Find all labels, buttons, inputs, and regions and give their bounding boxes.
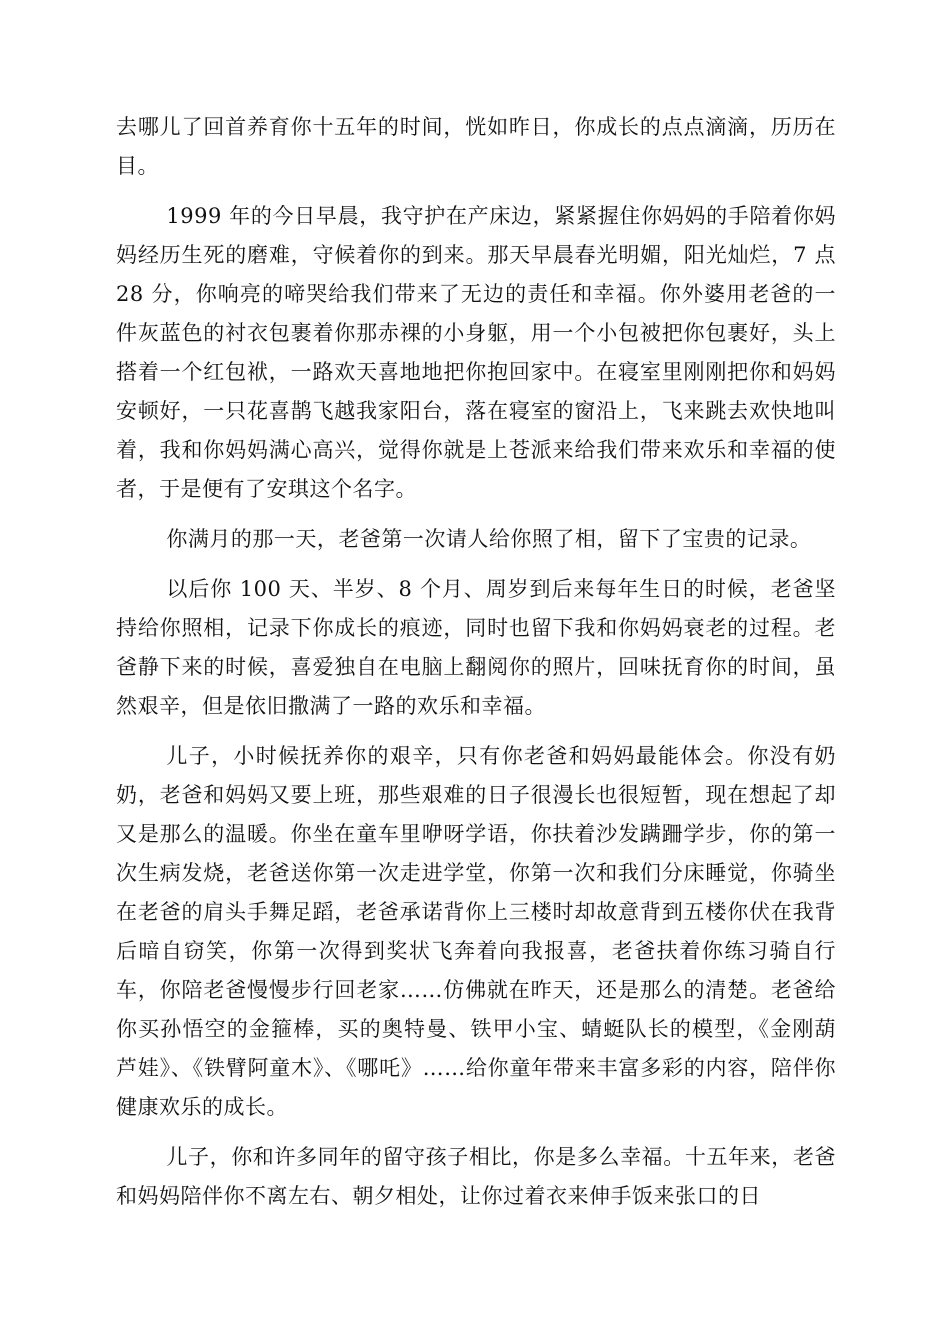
paragraph-birth-morning: 1999 年的今日早晨，我守护在产床边，紧紧握住你妈妈的手陪着你妈妈经历生死的磨难，守候着你的到来。那天早晨春光明媚，阳光灿烂，7 点 28 分，你响亮的啼哭给我们带来了无边的责任和幸福。你外婆用老爸的一件灰蓝色的衬衣包裹着你那赤裸的小身躯，用一个小包被把你包裹好，头上搭着一个红包袱，一路欢天喜地地把你抱回家中。在寝室里刚刚把你和妈妈安顿好，一只花喜鹊飞越我家阳台，落在寝室的窗沿上，飞来跳去欢快地叫着，我和你妈妈满心高兴，觉得你就是上苍派来给我们带来欢乐和幸福的使者，于是便有了安琪这个名字。: [116, 204, 836, 501]
paragraph-first-month: 你满月的那一天，老爸第一次请人给你照了相，留下了宝贵的记录。: [166, 527, 812, 551]
paragraph-childhood: 儿子，小时候抚养你的艰辛，只有你老爸和妈妈最能体会。你没有奶奶，老爸和妈妈又要上班，那些艰难的日子很漫长也很短暂，现在想起了却又是那么的温暖。你坐在童车里咿呀学语，你扶着沙发蹒跚学步，你的第一次生病发烧，老爸送你第一次走进学堂，你第一次和我们分床睡觉，你骑坐在老爸的肩头手舞足蹈，老爸承诺背你上三楼时却故意背到五楼你伏在我背后暗自窃笑，你第一次得到奖状飞奔着向我报喜，老爸扶着你练习骑自行车，你陪老爸慢慢步行回老家……仿佛就在昨天，还是那么的清楚。老爸给你买孙悟空的金箍棒，买的奥特曼、铁甲小宝、蜻蜓队长的模型，《金刚葫芦娃》、《铁臂阿童木》、《哪吒》……给你童年带来丰富多彩的内容，陪伴你健康欢乐的成长。: [116, 744, 836, 1119]
paragraph-continuation: 去哪儿了回首养育你十五年的时间，恍如昨日，你成长的点点滴滴，历历在目。: [116, 115, 836, 178]
document-body: [116, 108, 836, 1227]
paragraph-happiness: 儿子，你和许多同年的留守孩子相比，你是多么幸福。十五年来，老爸和妈妈陪伴你不离左右、朝夕相处，让你过着衣来伸手饭来张口的日: [116, 1145, 836, 1208]
paragraph-photos: 以后你 100 天、半岁、8 个月、周岁到后来每年生日的时候，老爸坚持给你照相，记录下你成长的痕迹，同时也留下我和你妈妈衰老的过程。老爸静下来的时候，喜爱独自在电脑上翻阅你的照片，回味抚育你的时间，虽然艰辛，但是依旧撒满了一路的欢乐和幸福。: [116, 577, 836, 718]
